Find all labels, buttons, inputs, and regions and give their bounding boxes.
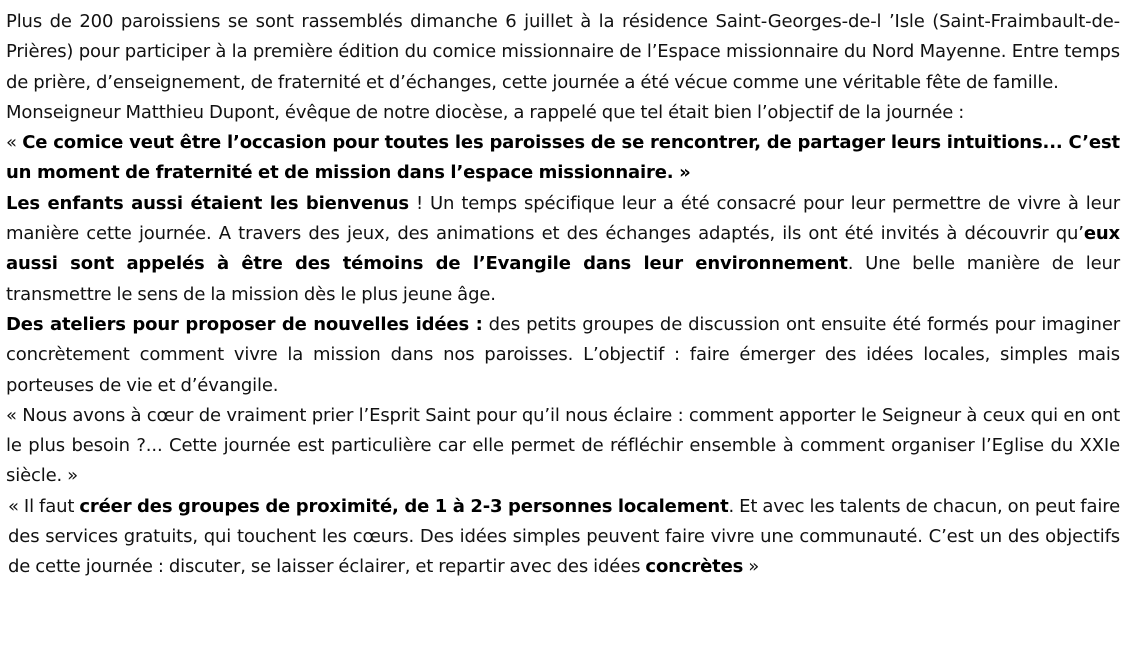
children-text-1: ! Un temps spécifique leur a été consacré pour leur permettre de vivre à leur manière cette journée. A travers des jeux, des animations et des échanges adaptés, ils ont été invités à découvrir qu’ <box>6 192 1120 245</box>
holy-spirit-quote-paragraph: « Nous avons à cœur de vraiment prier l’Esprit Saint pour qu’il nous éclaire : comment apporter le Seigneur à ceux qui en ont le plus besoin ?... Cette journée est particulière car elle permet de réfléchir ensemble à comment organiser l’Eglise du XXIe siècle. » <box>6 404 1120 487</box>
quote-open-mark: « <box>6 132 23 154</box>
workshops-text: des petits groupes de discussion ont ensuite été formés pour imaginer concrètement comment vivre la mission dans nos paroisses. L’objectif : faire émerger des idées locales, simples mais porteuses de vie et d’évangile. <box>6 313 1120 396</box>
proximity-text-1: « Il faut <box>8 495 80 517</box>
proximity-text-2: . Et avec les talents de chacun, on peut faire des services gratuits, qui touchent les cœurs. Des idées simples peuvent faire vivre une communauté. C’est un des objectifs de cette journée : discuter, se laisser éclairer, et repartir avec des idées <box>8 495 1121 578</box>
children-heading: Les enfants aussi étaient les bienvenus <box>6 192 409 214</box>
children-text-2: . Une belle manière de leur transmettre le sens de la mission dès le plus jeune âge. <box>6 253 1121 305</box>
concretes-emphasis: concrètes <box>645 556 744 578</box>
children-paragraph <box>6 189 1120 310</box>
quote-close-mark: » <box>743 556 760 578</box>
proximity-quote-paragraph <box>6 492 1120 583</box>
children-emphasis: eux aussi sont appelés à être des témoins de l’Evangile dans leur environnement <box>6 223 1120 275</box>
workshops-paragraph <box>6 310 1120 401</box>
proximity-emphasis: créer des groupes de proximité, de 1 à 2-3 personnes localement <box>79 495 729 517</box>
bishop-quote: Ce comice veut être l’occasion pour toutes les paroisses de se rencontrer, de partager leurs intuitions... C’est un moment de fraternité et de mission dans l’espace missionnaire. » <box>6 132 1120 184</box>
intro-paragraph: Plus de 200 paroissiens se sont rassemblés dimanche 6 juillet à la résidence Saint-Georges-de-l ’Isle (Saint-Fraimbault-de-Prières) pour participer à la première édition du comice missionnaire de l’Espace missionnaire du Nord Mayenne. Entre temps de prière, d’enseignement, de fraternité et d’échanges, cette journée a été vécue comme une véritable fête de famille. <box>6 11 1120 93</box>
bishop-intro-paragraph: Monseigneur Matthieu Dupont, évêque de notre diocèse, a rappelé que tel était bien l’objectif de la journée : <box>6 101 965 123</box>
bishop-quote-paragraph <box>6 128 1120 189</box>
workshops-heading: Des ateliers pour proposer de nouvelles idées : <box>6 313 483 335</box>
